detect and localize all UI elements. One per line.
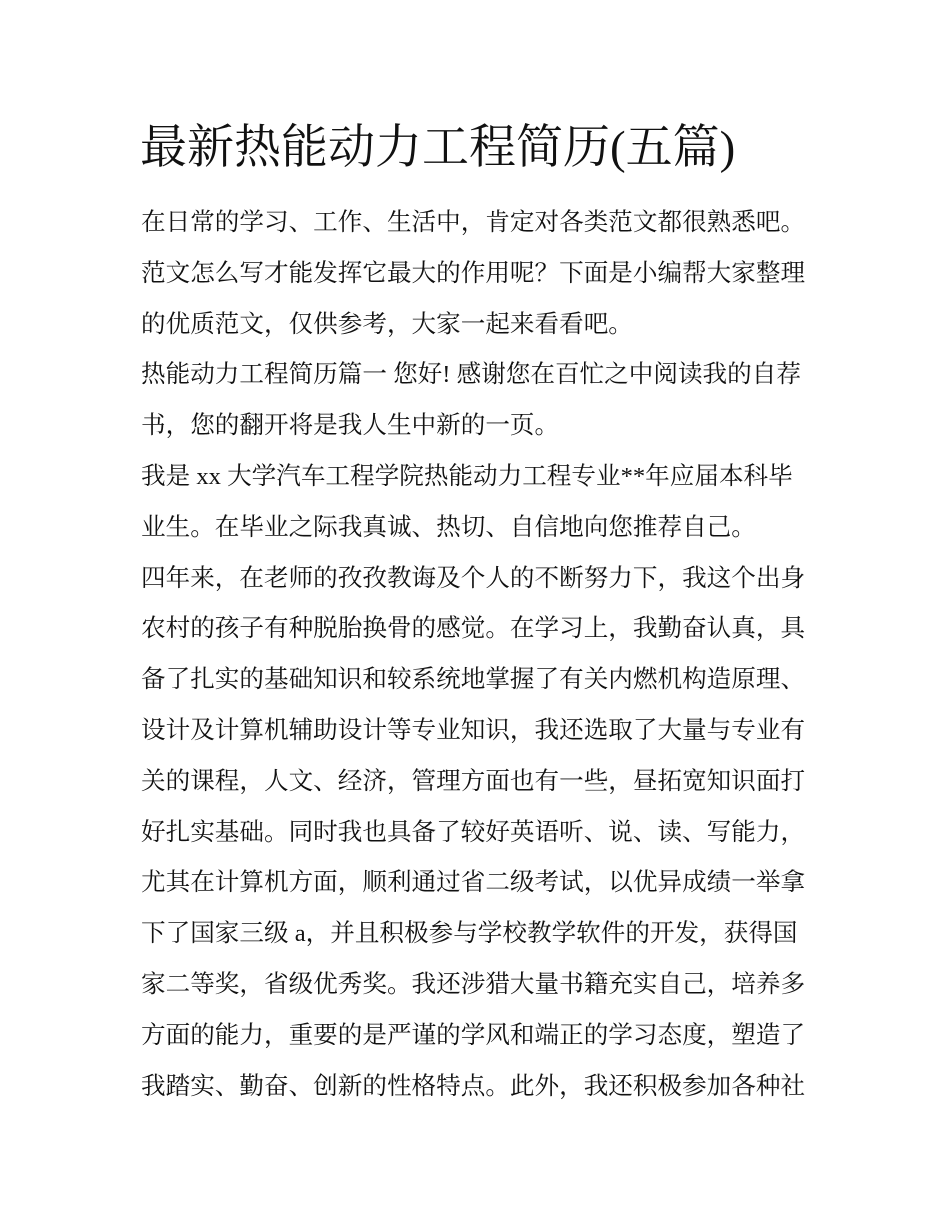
text-line: 设计及计算机辅助设计等专业知识，我还选取了大量与专业有 [141,716,806,744]
text-line: 的优质范文，仅供参考，大家一起来看看吧。 [141,310,633,338]
document-body [141,205,821,1119]
text-line: 四年来，在老师的孜孜教诲及个人的不断努力下，我这个出身 [141,564,806,592]
text-line: 热能动力工程简历篇一 您好! 感谢您在百忙之中阅读我的自荐 [141,361,801,389]
text-line: 我是 xx 大学汽车工程学院热能动力工程专业**年应届本科毕 [141,462,793,490]
text-line: 我踏实、勤奋、创新的性格特点。此外，我还积极参加各种社 [141,1072,806,1100]
text-line: 备了扎实的基础知识和较系统地掌握了有关内燃机构造原理、 [141,666,806,694]
text-line: 在日常的学习、工作、生活中，肯定对各类范文都很熟悉吧。 [141,209,806,236]
text-line: 好扎实基础。同时我也具备了较好英语听、说、读、写能力， [141,818,806,846]
text-line: 下了国家三级 a，并且积极参与学校教学软件的开发，获得国 [141,920,798,948]
text-line: 方面的能力，重要的是严谨的学风和端正的学习态度，塑造了 [141,1021,806,1049]
text-line: 家二等奖，省级优秀奖。我还涉猎大量书籍充实自己，培养多 [141,970,806,998]
text-line: 业生。在毕业之际我真诚、热切、自信地向您推荐自己。 [141,513,756,541]
document-title: 最新热能动力工程简历(五篇) [140,122,736,174]
text-line: 关的课程，人文、经济，管理方面也有一些，昼拓宽知识面打 [141,767,806,795]
text-line: 书，您的翻开将是我人生中新的一页。 [141,412,560,440]
text-line: 尤其在计算机方面，顺利通过省二级考试，以优异成绩一举拿 [141,869,806,897]
text-line: 农村的孩子有种脱胎换骨的感觉。在学习上，我勤奋认真，具 [141,615,806,643]
text-line: 范文怎么写才能发挥它最大的作用呢？下面是小编帮大家整理 [141,259,806,287]
